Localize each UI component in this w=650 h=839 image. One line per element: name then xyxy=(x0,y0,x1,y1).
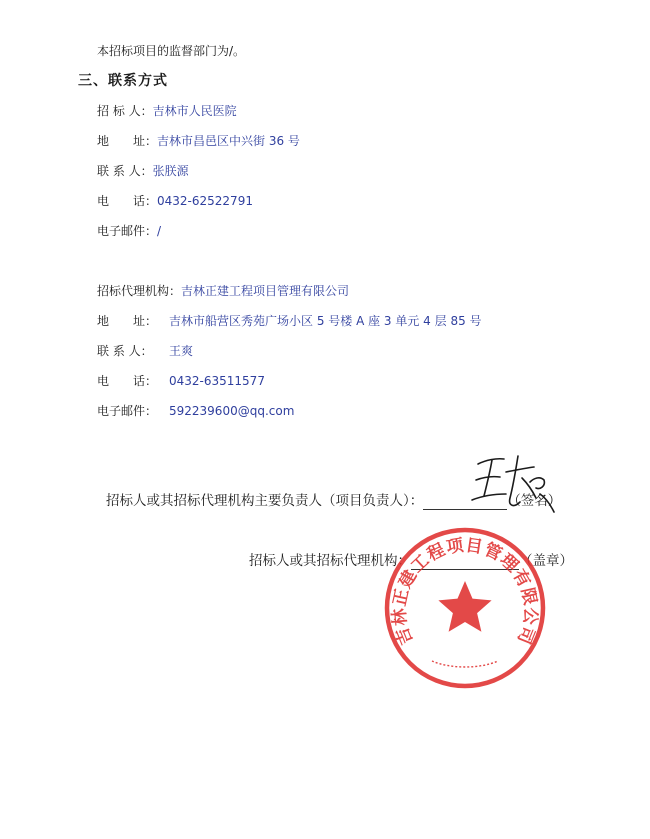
agency-name-value: 吉林正建工程项目管理有限公司 xyxy=(181,284,350,298)
tenderer-address-label: 地 址： xyxy=(97,134,158,148)
agency-address-label: 地 址： xyxy=(97,314,158,328)
agency-name-row xyxy=(97,283,349,299)
tenderer-phone-label: 电 话： xyxy=(97,194,158,208)
agency-contact-row xyxy=(97,343,193,359)
agency-address-row xyxy=(97,313,482,329)
agency-contact-label: 联 系 人： xyxy=(97,344,153,358)
tenderer-contact-label: 联 系 人： xyxy=(97,164,153,178)
agency-email-label: 电子邮件： xyxy=(97,404,158,418)
tenderer-address-row xyxy=(97,133,300,149)
tenderer-phone-value: 0432-62522791 xyxy=(157,194,253,208)
agency-phone-value: 0432-63511577 xyxy=(169,374,265,388)
tenderer-contact-value: 张朕源 xyxy=(152,164,189,178)
agency-email-value: 592239600@qq.com xyxy=(169,404,295,418)
agency-name-label: 招标代理机构： xyxy=(97,284,182,298)
signature-label: 招标人或其招标代理机构主要负责人（项目负责人）： xyxy=(106,493,424,509)
supervision-text: 本招标项目的监督部门为/。 xyxy=(97,44,246,58)
tenderer-email-row xyxy=(97,223,161,239)
company-seal-icon xyxy=(380,523,550,693)
agency-email-row xyxy=(97,403,294,419)
handwritten-signature xyxy=(470,450,560,520)
tenderer-phone-row xyxy=(97,193,253,209)
agency-phone-row xyxy=(97,373,265,389)
tenderer-name-value: 吉林市人民医院 xyxy=(152,104,237,118)
section-heading: 三、联系方式 xyxy=(78,73,168,89)
tenderer-contact-row xyxy=(97,163,189,179)
stamp-text: 吉林正建工程项目管理有限公司 xyxy=(389,535,541,648)
agency-contact-value: 王爽 xyxy=(169,344,194,358)
agency-address-value: 吉林市船营区秀苑广场小区 5 号楼 A 座 3 单元 4 层 85 号 xyxy=(169,314,482,328)
seal-suffix: （盖章） xyxy=(519,553,573,569)
tenderer-email-label: 电子邮件： xyxy=(97,224,158,238)
tenderer-email-value: / xyxy=(157,224,162,238)
tenderer-name-row xyxy=(97,103,237,119)
agency-phone-label: 电 话： xyxy=(97,374,158,388)
signature-suffix: （签名） xyxy=(507,493,562,509)
tenderer-address-value: 吉林市昌邑区中兴街 36 号 xyxy=(157,134,300,148)
tenderer-name-label: 招 标 人： xyxy=(97,104,153,118)
seal-label: 招标人或其招标代理机构： xyxy=(249,553,411,569)
